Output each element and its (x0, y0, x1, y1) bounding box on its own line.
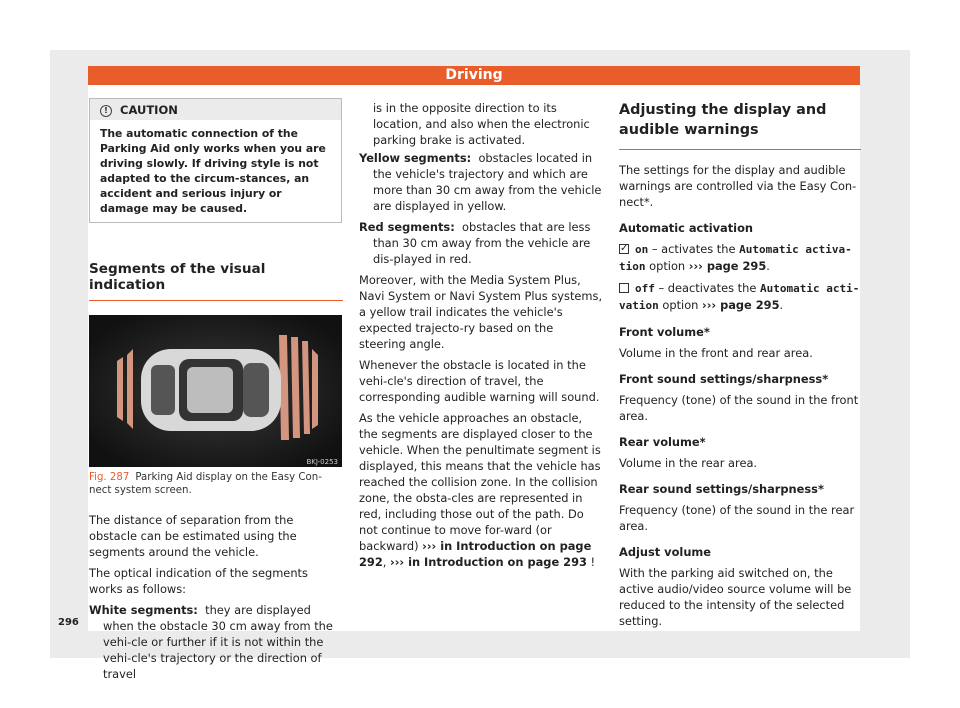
subheading: Front volume* (619, 325, 710, 339)
term: White segments: (89, 603, 198, 617)
code-text: Automatic acti-vation (619, 282, 860, 312)
crossref-link[interactable]: ››› page 295 (702, 298, 780, 312)
column-3 (619, 100, 861, 629)
subheading: Rear sound settings/sharpness* (619, 482, 824, 496)
term: Red segments: (359, 220, 455, 234)
running-header: Driving (88, 66, 860, 85)
section-heading: Adjusting the display and audible warnings (619, 100, 861, 150)
paragraph: The settings for the display and audible warnings are controlled via the Easy Con-nect*. (619, 163, 857, 209)
car-body (141, 349, 281, 431)
code-text: Automatic activa-tion (619, 243, 852, 273)
paragraph: Volume in the rear area. (619, 456, 758, 470)
caution-label: CAUTION (120, 103, 178, 117)
term: Yellow segments: (359, 151, 472, 165)
term-text: they are displayed when the obstacle 30 cm away from the vehi-cle or further if it is not within the vehi-cle's trajectory or the direction of travel (103, 603, 333, 681)
subheading: Automatic activation (619, 221, 754, 235)
option-on: ✓on – activates the Automatic activa-tion option ››› page 295. (619, 241, 861, 275)
caution-icon: ! (100, 105, 112, 117)
white-segments-item (89, 602, 343, 682)
crossref-link[interactable]: ››› in Introduction on page 293 (390, 555, 587, 569)
subheading: Adjust volume (619, 545, 712, 559)
term-text: obstacles located in the vehicle's trajectory and which are more than 30 cm away from the vehicle are displayed in yellow. (373, 151, 602, 213)
paragraph: As the vehicle approaches an obstacle, the segments are displayed closer to the vehicle. When the penultimate segment is displayed, this means that the vehicle has reached the collision zone. In the collision zone, the obsta-cles are represented in red, including those out of the path. Do not continue to move for-ward (or backward) ››› in Introduction on page 292, ››› in Introduction on page 293 ! (359, 411, 601, 569)
term-text: obstacles that are less than 30 cm away from the vehicle are dis-played in red. (373, 220, 591, 266)
paragraph: Frequency (tone) of the sound in the rear area. (619, 503, 855, 533)
subheading: Front sound settings/sharpness* (619, 372, 829, 386)
crossref-link[interactable]: ››› page 295 (688, 259, 767, 273)
figure-label: Fig. 287 (89, 472, 130, 483)
figure-caption (89, 471, 343, 497)
crossref-link[interactable]: ››› in Introduction on page 292 (359, 539, 592, 569)
code-text: off (635, 282, 655, 295)
paragraph-text: As the vehicle approaches an obstacle, the segments are displayed closer to the vehicle. When the penultimate segment is displayed, this means that the vehicle has reached the collision zone. In the collision zone, the obsta-cles are represented in red, including those out of the path. Do not continue to move for-ward (or backward) (359, 411, 601, 553)
caution-header (90, 99, 341, 120)
option-off: off – deactivates the Automatic acti-vation option ››› page 295. (619, 281, 860, 312)
paragraph: With the parking aid switched on, the active audio/video source volume will be reduced to the intensity of the selected setting. (619, 566, 852, 628)
section-title: Segments of the visual indication (89, 261, 343, 301)
car-top-view-image (89, 315, 342, 467)
option-text: option (658, 298, 703, 312)
yellow-segments-item (359, 150, 603, 214)
column-1 (89, 98, 343, 682)
paragraph-end: ! (590, 555, 596, 569)
subheading: Rear volume* (619, 435, 706, 449)
option-text: – activates the (648, 242, 740, 256)
red-segments-item (359, 219, 603, 267)
caption-text: Parking Aid display on the Easy Con-nect system screen. (89, 472, 322, 496)
parking-aid-figure (89, 315, 342, 467)
figure-code: BKJ-0253 (306, 458, 338, 466)
code-text: on (635, 243, 649, 256)
paragraph: The distance of separation from the obstacle can be estimated using the segments around the vehicle. (89, 513, 297, 559)
paragraph: The optical indication of the segments works as follows: (89, 566, 308, 596)
caution-box (89, 98, 342, 223)
option-text: option (645, 259, 689, 273)
paragraph: Frequency (tone) of the sound in the front area. (619, 393, 859, 423)
white-segments-continued: is in the opposite direction to its location, and also when the electronic parking brake is activated. (373, 101, 590, 147)
caution-text: The automatic connection of the Parking Aid only works when you are driving slowly. If driving style is not adapted to the circum-stances, an accident and serious injury or damage may be caused. (100, 127, 326, 215)
page-number: 296 (58, 617, 79, 628)
unchecked-box-icon (619, 283, 629, 293)
paragraph: Whenever the obstacle is located in the vehi-cle's direction of travel, the corresponding audible warning will sound. (359, 358, 600, 404)
option-text: – deactivates the (654, 281, 760, 295)
paragraph: Volume in the front and rear area. (619, 346, 813, 360)
paragraph: Moreover, with the Media System Plus, Navi System or Navi System Plus systems, a yellow trail indicates the vehicle's expected trajecto-ry based on the steering angle. (359, 273, 603, 351)
checked-box-icon (619, 244, 629, 254)
column-2 (359, 100, 603, 570)
